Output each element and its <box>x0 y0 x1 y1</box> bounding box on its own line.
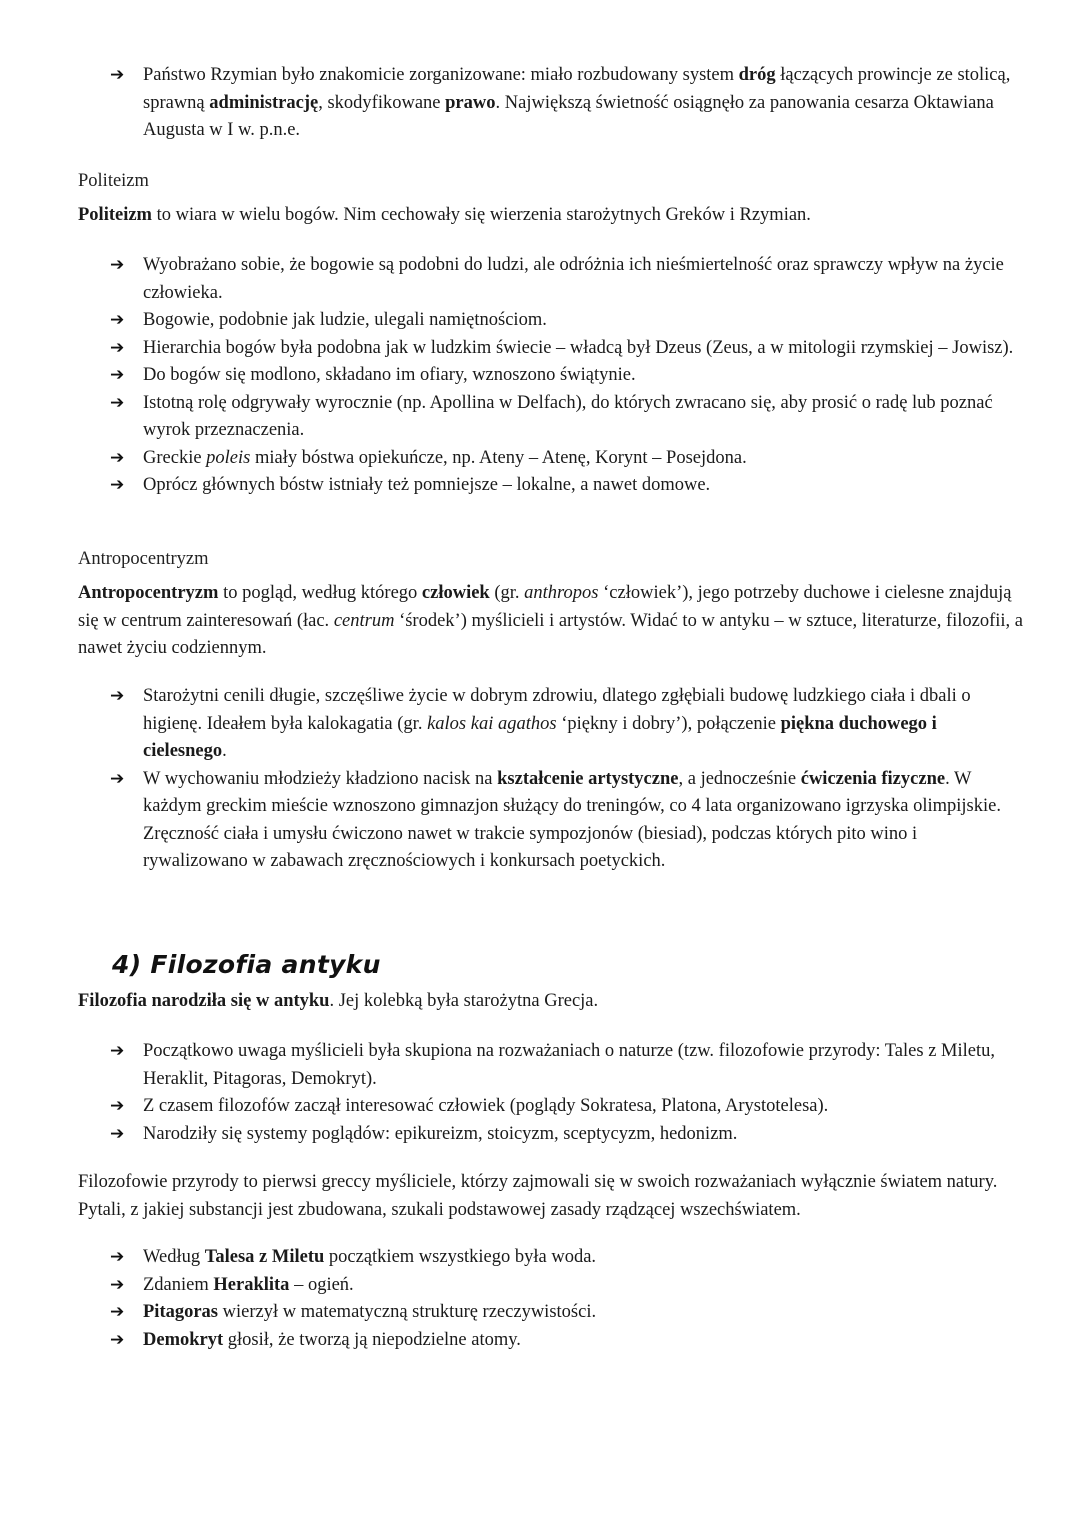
arrow-bullet-icon: ➔ <box>110 447 125 468</box>
arrow-bullet-icon: ➔ <box>110 1096 125 1116</box>
section-heading-politeism: Politeizm <box>78 171 149 191</box>
text-run: Greckie <box>143 447 207 468</box>
bold-text: Pitagoras <box>143 1302 219 1322</box>
nature-philosophers-list <box>110 1244 1015 1354</box>
text-run: . Jej kolebką była starożytna Grecja. <box>329 991 599 1011</box>
bold-text: dróg <box>738 65 776 85</box>
rome-list <box>110 62 1015 145</box>
list-item <box>110 1038 1015 1093</box>
bold-text: Talesa z Miletu <box>204 1247 325 1267</box>
arrow-bullet-icon: ➔ <box>110 768 125 789</box>
list-item <box>110 683 1015 766</box>
italic-text: kalos kai agathos <box>427 713 557 734</box>
nature-philosophers-paragraph <box>78 1169 1028 1224</box>
arrow-bullet-icon: ➔ <box>110 1123 125 1144</box>
arrow-bullet-icon: ➔ <box>110 337 125 358</box>
list-item <box>110 1244 1015 1272</box>
text-run: – ogień. <box>289 1274 354 1295</box>
text-run: to pogląd, według którego <box>218 583 422 603</box>
text-run: . <box>222 741 227 761</box>
list-item <box>110 445 1015 473</box>
text-run: wierzył w matematyczną strukturę rzeczywistości. <box>218 1302 597 1322</box>
list-item <box>110 1299 1015 1327</box>
arrow-bullet-icon: ➔ <box>110 686 125 706</box>
text-run: Hierarchia bogów była podobna jak w ludzkim świecie – władcą był Dzeus (Zeus, a w mitologii rzymskiej – Jowisz). <box>143 337 1014 358</box>
text-run: Starożytni cenili długie, szczęśliwe życie w dobrym zdrowiu, dlatego zgłębiali budowę ludzkiego ciała i dbali o higienę. Ideałem była kalokagatia (gr. <box>143 686 971 734</box>
arrow-bullet-icon: ➔ <box>110 310 125 330</box>
arrow-bullet-icon: ➔ <box>110 1247 125 1267</box>
text-run: Państwo Rzymian było znakomicie zorganizowane: miało rozbudowany system <box>143 65 739 85</box>
bold-text: Filozofia narodziła się w antyku <box>78 991 330 1011</box>
text-run: . Największą świetność osiągnęło za panowania cesarza Oktawiana Augusta w I w. p.n.e. <box>143 92 994 140</box>
text-run: Według <box>143 1247 205 1267</box>
arrow-bullet-icon: ➔ <box>110 255 125 275</box>
text-run: Narodziły się systemy poglądów: epikureizm, stoicyzm, sceptycyzm, hedonizm. <box>143 1123 738 1144</box>
list-item <box>110 472 1015 500</box>
arrow-bullet-icon: ➔ <box>110 475 125 495</box>
arrow-bullet-icon: ➔ <box>110 1041 125 1061</box>
arrow-bullet-icon: ➔ <box>110 1302 125 1322</box>
text-run: Początkowo uwaga myślicieli była skupiona na rozważaniach o naturze (tzw. filozofowie przyrody: Tales z Miletu, Heraklit, Pitagoras, Demokryt). <box>143 1041 995 1089</box>
text-run: , skodyfikowane <box>318 92 446 113</box>
philosophy-intro <box>78 988 1028 1016</box>
politeism-definition <box>78 202 1028 230</box>
text-run: Z czasem filozofów zaczął interesować człowiek (poglądy Sokratesa, Platona, Arystotelesa). <box>143 1096 829 1116</box>
list-item <box>110 1327 1015 1355</box>
text-run: (gr. <box>489 583 525 603</box>
list-item <box>110 1121 1015 1149</box>
text-run: łączących prowincje ze stolicą, sprawną <box>143 65 1011 113</box>
text-run: Istotną rolę odgrywały wyrocznie (np. Apollina w Delfach), do których zwracano się, aby prosić o radę lub poznać wyrok przeznaczenia. <box>143 392 993 440</box>
text-run: . W każdym greckim mieście wznoszono gimnazjon służący do treningów, co 4 lata organizowano igrzyska olimpijskie. Zręczność ciała i umysłu ćwiczono nawet w trakcie sympozjonów (biesiad), podczas których pito wino i rywalizowano w zabawach zręcznościowych i konkursach poetyckich. <box>143 768 1001 871</box>
list-item <box>110 62 1015 145</box>
text-run: W wychowaniu młodzieży kładziono nacisk na <box>143 768 498 789</box>
italic-text: poleis <box>206 447 251 468</box>
bold-text: Politeizm <box>78 205 152 225</box>
text-run: ‘człowiek’), jego potrzeby duchowe i cielesne znajdują się w centrum zainteresowań (łac. <box>78 583 1012 631</box>
arrow-bullet-icon: ➔ <box>110 65 125 85</box>
text-run: początkiem wszystkiego była woda. <box>324 1247 597 1267</box>
list-item <box>110 307 1015 335</box>
italic-text: anthropos <box>524 583 599 603</box>
text-run: Zdaniem <box>143 1274 214 1295</box>
bold-text: człowiek <box>421 583 490 603</box>
bold-text: ćwiczenia fizyczne <box>800 768 946 789</box>
bold-text: administrację <box>209 92 319 113</box>
text-run: ‘piękny i dobry’), połączenie <box>556 713 781 734</box>
text-run: Oprócz głównych bóstw istniały też pomniejsze – lokalne, a nawet domowe. <box>143 475 711 495</box>
arrow-bullet-icon: ➔ <box>110 1274 125 1295</box>
section-title-philosophy: 4) Filozofia antyku <box>112 950 381 979</box>
anthropocentrism-definition <box>78 580 1028 663</box>
philosophy-list <box>110 1038 1015 1148</box>
italic-text: centrum <box>333 610 395 631</box>
bold-text: Heraklita <box>213 1274 290 1295</box>
bold-text: piękna duchowego i cielesnego <box>143 713 937 761</box>
bold-text: kształcenie artystyczne <box>497 768 679 789</box>
list-item <box>110 390 1015 445</box>
text-run: Bogowie, podobnie jak ludzie, ulegali namiętnościom. <box>143 310 547 330</box>
list-item <box>110 1093 1015 1121</box>
bold-text: Antropocentryzm <box>78 583 219 603</box>
text-run: , a jednocześnie <box>678 768 801 789</box>
text-run: Filozofowie przyrody to pierwsi greccy myśliciele, którzy zajmowali się w swoich rozważaniach wyłącznie światem natury. Pytali, z jakiej substancji jest zbudowana, szukali podstawowej zasady rządzącej wszechświatem. <box>78 1172 998 1220</box>
text-run: głosił, że tworzą ją niepodzielne atomy. <box>223 1329 521 1350</box>
arrow-bullet-icon: ➔ <box>110 392 125 413</box>
list-item <box>110 766 1015 876</box>
section-heading-anthropocentrism: Antropocentryzm <box>78 549 209 569</box>
list-item <box>110 252 1015 307</box>
arrow-bullet-icon: ➔ <box>110 365 125 385</box>
arrow-bullet-icon: ➔ <box>110 1329 125 1350</box>
text-run: Wyobrażano sobie, że bogowie są podobni do ludzi, ale odróżnia ich nieśmiertelność oraz sprawczy wpływ na życie człowieka. <box>143 255 1004 303</box>
text-run: Do bogów się modlono, składano im ofiary, wznoszono świątynie. <box>143 365 636 385</box>
text-run: miały bóstwa opiekuńcze, np. Ateny – Atenę, Korynt – Posejdona. <box>250 447 747 468</box>
politeism-list <box>110 252 1015 500</box>
bold-text: prawo <box>445 92 496 113</box>
anthropocentrism-list <box>110 683 1015 876</box>
list-item <box>110 362 1015 390</box>
text-run: to wiara w wielu bogów. Nim cechowały się wierzenia starożytnych Greków i Rzymian. <box>151 205 811 225</box>
list-item <box>110 335 1015 363</box>
text-run: ‘środek’) myślicieli i artystów. Widać to w antyku – w sztuce, literaturze, filozofii, a nawet życiu codziennym. <box>78 610 1024 658</box>
list-item <box>110 1272 1015 1300</box>
bold-text: Demokryt <box>143 1329 224 1350</box>
